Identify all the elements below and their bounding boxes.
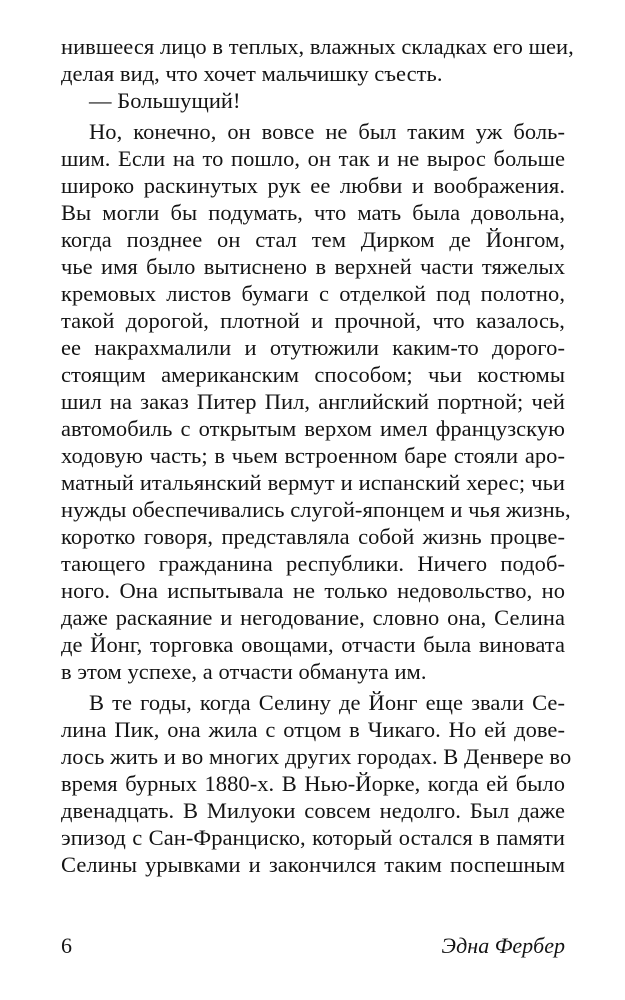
text-line: коротко говоря, представляла собой жизнь процве- — [61, 524, 565, 549]
text-line: шим. Если на то пошло, он так и не вырос больше — [61, 146, 565, 171]
text-line: Вы могли бы подумать, что мать была довольна, — [61, 200, 565, 225]
text-line: ного. Она испытывала не только недовольство, но — [61, 578, 565, 603]
text-line: кремовых листов бумаги с отделкой под полотно, — [61, 281, 565, 306]
text-line: даже раскаяние и негодование, словно она, Селина — [61, 605, 565, 630]
text-line: тающего гражданина республики. Ничего подоб- — [61, 551, 565, 576]
text-line: широко раскинутых рук ее любви и воображения. — [61, 173, 565, 198]
text-line: чье имя было вытиснено в верхней части тяжелых — [61, 254, 565, 279]
text-line: эпизод с Сан-Франциско, который остался в памяти — [61, 825, 565, 850]
running-author: Эдна Фербер — [441, 933, 565, 958]
text-line: когда позднее он стал тем Дирком де Йонгом, — [61, 227, 565, 252]
text-line: ходовую часть; в чьем встроенном баре стояли аро- — [61, 443, 565, 468]
text-line: лина Пик, она жила с отцом в Чикаго. Но ей дове- — [61, 717, 565, 742]
text-line: в этом успехе, а отчасти обманута им. — [61, 659, 427, 684]
text-line: время бурных 1880-х. В Нью-Йорке, когда ей было — [61, 771, 565, 796]
text-line: В те годы, когда Селину де Йонг еще звали Се- — [89, 690, 565, 715]
text-line: двенадцать. В Милуоки совсем недолго. Был даже — [61, 798, 565, 823]
text-line: такой дорогой, плотной и прочной, что казалось, — [61, 308, 565, 333]
text-line: нившееся лицо в теплых, влажных складках его шеи, — [61, 34, 574, 59]
text-line: автомобиль с открытым верхом имел французскую — [61, 416, 565, 441]
text-line: лось жить и во многих других городах. В Денвере во — [61, 744, 572, 769]
text-line: Но, конечно, он вовсе не был таким уж боль- — [89, 119, 565, 144]
page-number: 6 — [61, 933, 72, 958]
text-line: матный итальянский вермут и испанский херес; чьи — [61, 470, 565, 495]
text-line: шил на заказ Питер Пил, английский портной; чей — [61, 389, 565, 414]
dialogue-line: — Большущий! — [89, 88, 241, 113]
text-line: нужды обеспечивались слугой-японцем и чья жизнь, — [61, 497, 571, 522]
text-line: де Йонг, торговка овощами, отчасти была виновата — [61, 632, 565, 657]
text-line: ее накрахмалили и отутюжили каким-то дорого- — [61, 335, 565, 360]
text-line: стоящим американским способом; чьи костюмы — [61, 362, 565, 387]
text-line: Селины урывками и закончился таким поспешным — [61, 852, 565, 877]
text-line: делая вид, что хочет мальчишку съесть. — [61, 61, 443, 86]
